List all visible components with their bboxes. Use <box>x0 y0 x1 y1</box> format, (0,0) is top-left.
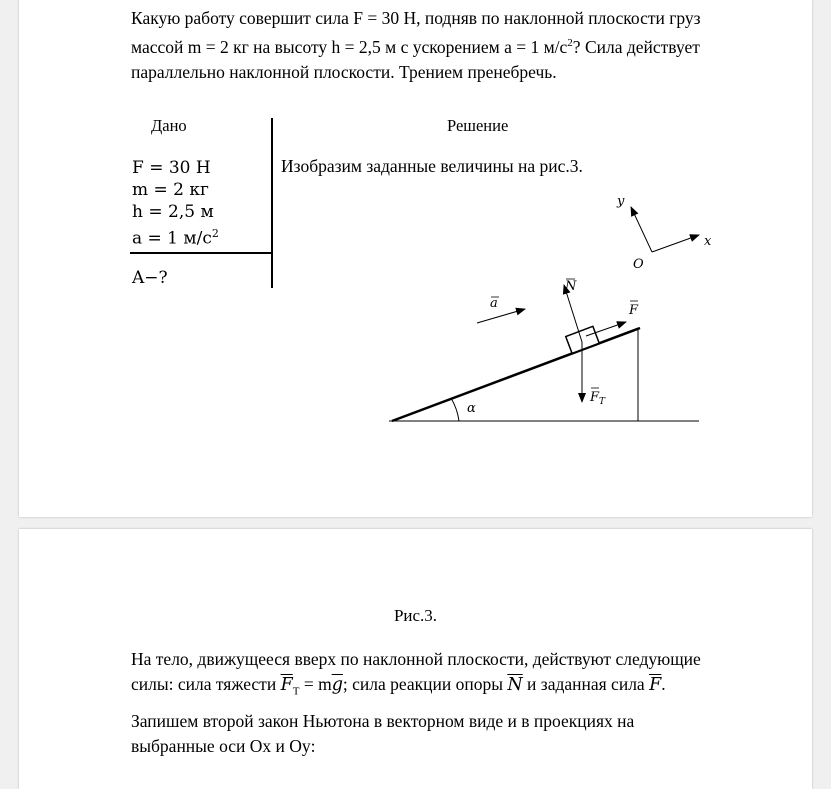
problem-line-3: параллельно наклонной плоскости. Трением пренебречь. <box>131 61 557 82</box>
newton-line-2: выбранные оси Ox и Oy: <box>131 736 316 756</box>
acceleration-arrow <box>477 309 525 323</box>
solution-intro: Изобразим заданные величины на рис.3. <box>281 156 583 176</box>
normal-force-label: N <box>565 279 577 294</box>
gravity-label: F <box>590 390 600 405</box>
given-acceleration <box>132 223 219 250</box>
angle-label: α <box>467 401 476 416</box>
table-horizontal-divider <box>130 252 273 254</box>
incline-plane <box>392 328 640 421</box>
g-symbol: $\overline{g}$ <box>331 675 343 695</box>
table-vertical-divider <box>271 118 273 288</box>
axis-y-label: y <box>617 194 625 209</box>
gravity-symbol-sub: Т <box>292 685 300 698</box>
forces-line-2-start: силы: сила тяжести <box>131 674 281 694</box>
problem-line-2: массой m = 2 кг на высоту h = 2,5 м с ускорением a = 1 м/с <box>131 36 568 57</box>
axis-x-arrow <box>652 235 699 252</box>
given-acceleration-value: a = 1 м/с <box>132 228 212 249</box>
origin-label: O <box>633 257 644 272</box>
given-heading: Дано <box>151 116 187 135</box>
gravity-subscript: Т <box>599 397 606 407</box>
forces-line-2-mid2: и заданная сила <box>522 674 650 694</box>
acceleration-label: a <box>490 296 498 311</box>
forces-line-2-end: . <box>661 674 666 694</box>
gravity-symbol: $\overline{F}$ <box>280 675 293 695</box>
problem-statement <box>131 6 761 85</box>
angle-arc <box>451 398 459 421</box>
given-acceleration-sup: 2 <box>211 227 219 240</box>
problem-sup: 2 <box>567 37 573 49</box>
given-force: F = 30 Н <box>132 158 211 178</box>
axis-y-arrow <box>631 207 652 252</box>
given-mass: m = 2 кг <box>132 180 209 200</box>
problem-line-1: Какую работу совершит сила F = 30 Н, подняв по наклонной плоскости груз <box>131 8 701 28</box>
find-quantity: A−? <box>132 268 168 288</box>
given-height: h = 2,5 м <box>132 202 214 222</box>
page-1 <box>19 0 812 517</box>
incline-diagram <box>349 185 712 430</box>
applied-force-label: F <box>629 303 639 318</box>
forces-line-1: На тело, движущееся вверх по наклонной плоскости, действуют следующие <box>131 649 701 669</box>
gravity-eq: = m <box>299 674 332 694</box>
newton-paragraph <box>131 709 761 759</box>
applied-symbol: $\overline{F}$ <box>649 675 662 695</box>
page-2 <box>19 529 812 789</box>
forces-paragraph <box>131 647 761 705</box>
axes <box>616 194 712 272</box>
forces-line-2-mid: ; сила реакции опоры <box>342 674 508 694</box>
given-list <box>132 157 219 250</box>
figure-caption: Рис.3. <box>393 606 438 625</box>
newton-line-1: Запишем второй закон Ньютона в векторном виде и в проекциях на <box>131 711 635 731</box>
normal-symbol: $\overline{N}$ <box>507 675 523 695</box>
axis-x-label: x <box>704 234 712 249</box>
solution-heading: Решение <box>447 116 509 135</box>
problem-line-2-end: ? Сила действует <box>572 36 700 57</box>
